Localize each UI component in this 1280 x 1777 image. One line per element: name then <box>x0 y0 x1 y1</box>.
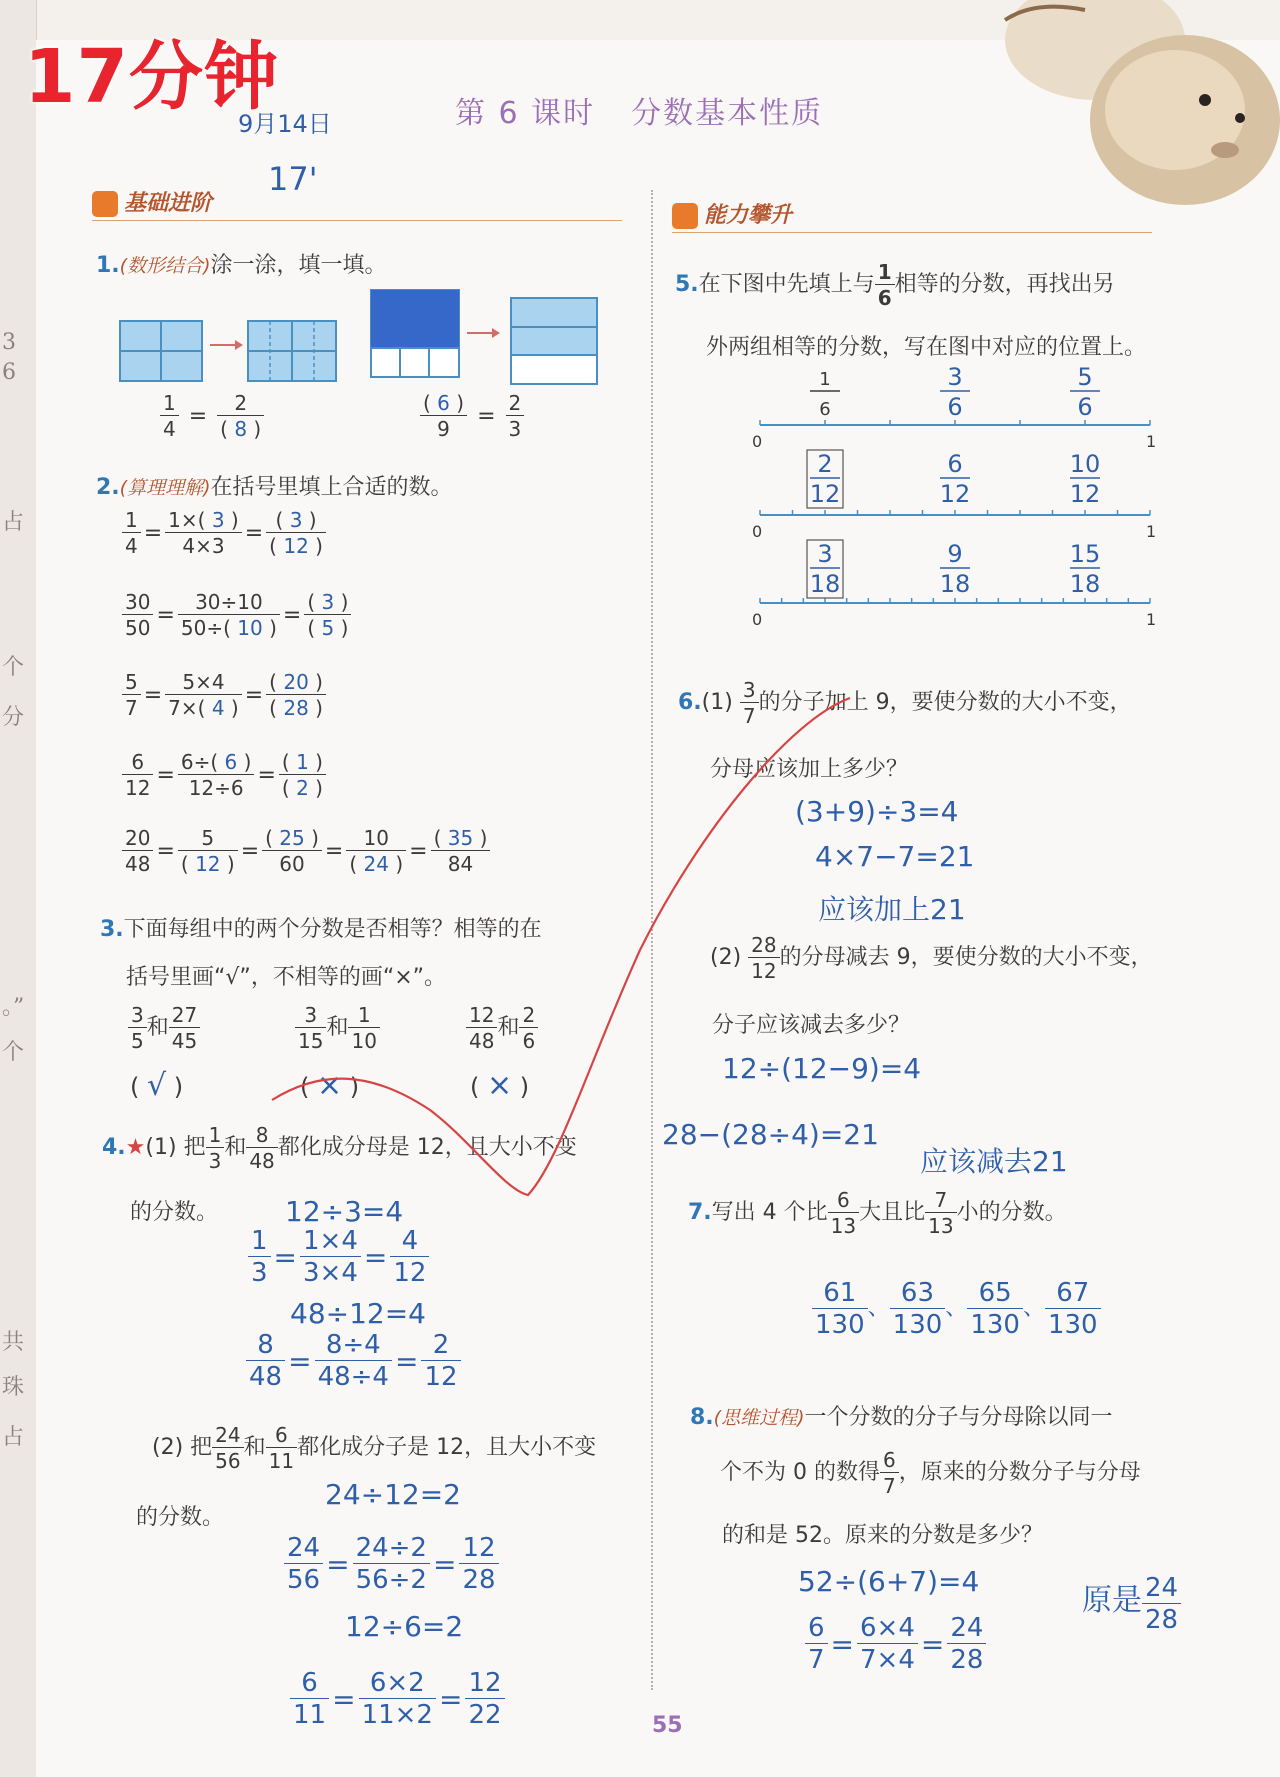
q4-work-6: $\frac{24}{56}$ = $\frac{24\div 2}{56\div 2}$ = $\frac{12}{28}$ <box>284 1535 499 1593</box>
q2-row-2: $\frac{30}{50}$ = $\frac{30\div 10}{50\div( 10 )}$ = $\frac{( 3 )}{( 5 )}$ <box>122 592 351 638</box>
fraction: $\frac{2}{( 8 )}$ <box>217 393 264 439</box>
fraction: $\frac{2}{3}$ <box>506 393 525 439</box>
q4-work-7: 12÷6=2 <box>345 1610 464 1643</box>
climber-icon <box>672 203 698 229</box>
number-line-fraction <box>1070 540 1101 598</box>
axis-zero-label: 0 <box>752 610 763 629</box>
strip-char: 占 <box>2 1425 25 1450</box>
q1-rect-b <box>248 321 336 381</box>
handwritten-date: 9月14日 <box>238 110 332 138</box>
axis-one-label: 1 <box>1146 610 1157 629</box>
q3-answer-3: ( × ) <box>470 1068 530 1103</box>
q6-work-3: 应该加上21 <box>818 893 966 926</box>
strip-char: 占 <box>2 510 25 535</box>
strip-char: 共 <box>2 1330 25 1355</box>
q8-work-2: $\frac{6}{7}$ = $\frac{6\times 4}{7\times 4}$ = $\frac{24}{28}$ <box>805 1615 986 1673</box>
svg-text:5: 5 <box>1077 363 1093 391</box>
svg-text:2: 2 <box>817 450 833 478</box>
strip-char: 。” <box>2 995 25 1020</box>
q6-part-2-line-2: 分子应该减去多少？ <box>712 1013 911 1038</box>
number-line-fraction <box>1070 450 1101 508</box>
q5-prompt-line-2: 外两组相等的分数，写在图中对应的位置上。 <box>706 335 1147 360</box>
svg-text:10: 10 <box>1069 450 1101 478</box>
strip-char: 个 <box>2 1040 25 1065</box>
axis-one-label: 1 <box>1146 522 1157 541</box>
axis-zero-label: 0 <box>752 432 763 451</box>
q2-tag: (算理理解) <box>119 477 211 499</box>
q5-prompt-line-1: 5.在下图中先填上与 $\frac{1}{6}$ 相等的分数，再找出另 <box>675 260 1115 310</box>
svg-text:12: 12 <box>1069 480 1101 508</box>
strip-char: 3 <box>2 330 16 355</box>
handwritten-duration: 17' <box>268 160 318 198</box>
axis-zero-label: 0 <box>752 522 763 541</box>
number-line-2 <box>752 450 1156 541</box>
q1-rect-a <box>120 321 202 381</box>
q6-work-5: 28−(28÷4)=21 <box>662 1118 879 1151</box>
q4-work-3: 48÷12=4 <box>290 1297 426 1330</box>
svg-text:1: 1 <box>819 369 831 390</box>
q8-prompt-line-2: 个不为 0 的数得 $\frac{6}{7}$ ，原来的分数分子与分母 <box>720 1448 1141 1498</box>
lesson-name: 分数基本性质 <box>631 96 824 131</box>
section-ability-label: 能力攀升 <box>704 203 793 228</box>
number-line-fraction <box>940 450 971 508</box>
number-line-fraction <box>810 369 840 420</box>
q4-work-1: 12÷3=4 <box>285 1195 404 1228</box>
q1-prompt <box>96 248 387 279</box>
q8-prompt-line-1: 8.(思维过程)一个分数的分子与分母除以同一 <box>690 1405 1113 1430</box>
number-line-fraction <box>807 450 843 508</box>
svg-text:18: 18 <box>939 570 971 598</box>
q4-work-8: $\frac{6}{11}$ = $\frac{6\times 2}{11\times 2}$ = $\frac{12}{22}$ <box>290 1670 505 1728</box>
q1-diagrams <box>115 285 605 390</box>
q3-prompt-line-2: 括号里画“√”，不相等的画“×”。 <box>126 965 447 990</box>
q6-work-4: 12÷(12−9)=4 <box>722 1052 922 1085</box>
q1-rect-d <box>511 298 597 384</box>
q4-part-2-line-2: 的分数。 <box>136 1505 225 1530</box>
q2-text: 在括号里填上合适的数。 <box>210 475 453 500</box>
red-check-mark <box>260 690 860 1210</box>
section-ability <box>672 198 792 229</box>
svg-text:12: 12 <box>939 480 971 508</box>
fraction: $\frac{1}{4}$ <box>160 393 179 439</box>
section-basic-label: 基础进阶 <box>124 191 213 216</box>
q1-number: 1. <box>96 253 120 278</box>
q7-prompt: 7.写出 4 个比 $\frac{6}{13}$ 大且比 $\frac{7}{13}$ 小的分数。 <box>688 1188 1067 1238</box>
q1-equation-1: $\frac{1}{4}$ = $\frac{2}{( 8 )}$ <box>160 393 264 439</box>
q3-answer-1: ( √ ) <box>130 1068 184 1103</box>
q3-pair-2: $\frac{3}{15}$ 和 $\frac{1}{10}$ <box>295 1005 380 1051</box>
lesson-title <box>455 88 823 132</box>
q3-answer-2: ( × ) <box>300 1068 360 1103</box>
number-line-fraction <box>1070 363 1100 421</box>
strip-char: 珠 <box>2 1375 25 1400</box>
q6-part-1-line-2: 分母应该加上多少？ <box>710 757 909 782</box>
strip-char: 分 <box>2 705 25 730</box>
lesson-number: 第 6 课时 <box>455 96 596 131</box>
q1-arrow-b <box>467 328 500 338</box>
q2-row-4: $\frac{6}{12}$ = $\frac{6\div( 6 )}{12\div 6}$ = $\frac{( 1 )}{( 2 )}$ <box>122 752 326 798</box>
strip-char: 个 <box>2 655 25 680</box>
svg-text:12: 12 <box>809 480 841 508</box>
svg-text:6: 6 <box>1077 393 1093 421</box>
q1-tag: (数形结合) <box>119 255 211 277</box>
q2-number: 2. <box>96 475 120 500</box>
q8-work-1: 52÷(6+7)=4 <box>798 1565 980 1598</box>
q6-work-1: (3+9)÷3=4 <box>795 795 959 828</box>
q1-arrow-a <box>210 340 243 350</box>
time-badge: 17分钟 <box>24 34 279 120</box>
q2-row-5: $\frac{20}{48}$ = $\frac{5}{( 12 )}$ = $\frac{( 25 )}{60}$ = $\frac{10}{( 24 )}$ = $\frac{( 35 )}{84}$ <box>122 828 490 874</box>
number-line-fraction <box>807 540 843 598</box>
q3-pair-1: $\frac{3}{5}$ 和 $\frac{27}{45}$ <box>128 1005 200 1051</box>
q4-work-5: 24÷12=2 <box>325 1478 461 1511</box>
section-basic <box>92 186 212 217</box>
figurine-image <box>975 0 1280 220</box>
q8-final-answer: 原是 $\frac{24}{28}$ <box>1082 1575 1181 1633</box>
svg-text:6: 6 <box>947 450 963 478</box>
strip-char: 6 <box>2 360 16 385</box>
q1-equation-2: $\frac{( 6 )}{9}$ = $\frac{2}{3}$ <box>420 393 524 439</box>
q7-answers: $\frac{61}{130}$ 、 $\frac{63}{130}$ 、 $\frac{65}{130}$ 、 $\frac{67}{130}$ <box>812 1280 1101 1338</box>
q2-row-3: $\frac{5}{7}$ = $\frac{5\times 4}{7\times( 4 )}$ = $\frac{( 20 )}{( 28 )}$ <box>122 672 326 718</box>
number-line-3 <box>752 540 1156 629</box>
q6-work-6: 应该减去21 <box>920 1145 1068 1178</box>
svg-text:15: 15 <box>1069 540 1101 568</box>
svg-text:18: 18 <box>1069 570 1101 598</box>
q6-work-2: 4×7−7=21 <box>815 840 975 873</box>
svg-text:6: 6 <box>947 393 963 421</box>
section-ability-rule <box>672 232 1152 233</box>
q2-row-1: $\frac{1}{4}$ = $\frac{1\times( 3 )}{4\times 3}$ = $\frac{( 3 )}{( 12 )}$ <box>122 510 326 556</box>
svg-text:3: 3 <box>947 363 963 391</box>
q3-pair-3: $\frac{12}{48}$ 和 $\frac{2}{6}$ <box>466 1005 538 1051</box>
q6-part-1-prompt: 6.(1) $\frac{3}{7}$ 的分子加上 9，要使分数的大小不变， <box>678 678 1132 728</box>
q8-prompt-line-3: 的和是 52。原来的分数是多少？ <box>722 1523 1043 1548</box>
q2-prompt <box>96 470 453 501</box>
q4-work-4: $\frac{8}{48}$ = $\frac{8\div 4}{48\div 4}$ = $\frac{2}{12}$ <box>246 1332 461 1390</box>
q1-text: 涂一涂，填一填。 <box>210 253 387 278</box>
svg-text:3: 3 <box>817 540 833 568</box>
page-number: 55 <box>652 1713 683 1738</box>
q6-part-2-prompt: (2) $\frac{28}{12}$ 的分母减去 9，要使分数的大小不变， <box>710 933 1153 983</box>
adjacent-page-strip <box>0 0 37 1777</box>
runner-icon <box>92 191 118 217</box>
number-line-fraction <box>940 540 971 598</box>
fraction: $\frac{( 6 )}{9}$ <box>420 393 467 439</box>
q4-part-2-prompt: (2) 把 $\frac{24}{56}$ 和 $\frac{6}{11}$ 都化成分子是 12，且大小不变 <box>152 1423 597 1473</box>
q5-number-lines <box>690 355 1170 660</box>
q3-prompt-line-1: 3.下面每组中的两个分数是否相等？相等的在 <box>100 917 542 942</box>
svg-text:18: 18 <box>809 570 841 598</box>
number-line-1 <box>752 363 1156 451</box>
axis-one-label: 1 <box>1146 432 1157 451</box>
q4-part-1-prompt: 4.★(1) 把 $\frac{1}{3}$ 和 $\frac{8}{48}$ 都化成分母是 12，且大小不变 <box>102 1123 577 1173</box>
q4-work-2: $\frac{1}{3}$ = $\frac{1\times 4}{3\times 4}$ = $\frac{4}{12}$ <box>248 1228 429 1286</box>
section-basic-rule <box>92 220 622 221</box>
number-line-fraction <box>940 363 970 421</box>
svg-text:9: 9 <box>947 540 963 568</box>
q4-part-1-line-2: 的分数。 <box>130 1200 219 1225</box>
q1-rect-c <box>371 290 459 377</box>
svg-text:6: 6 <box>819 399 831 420</box>
